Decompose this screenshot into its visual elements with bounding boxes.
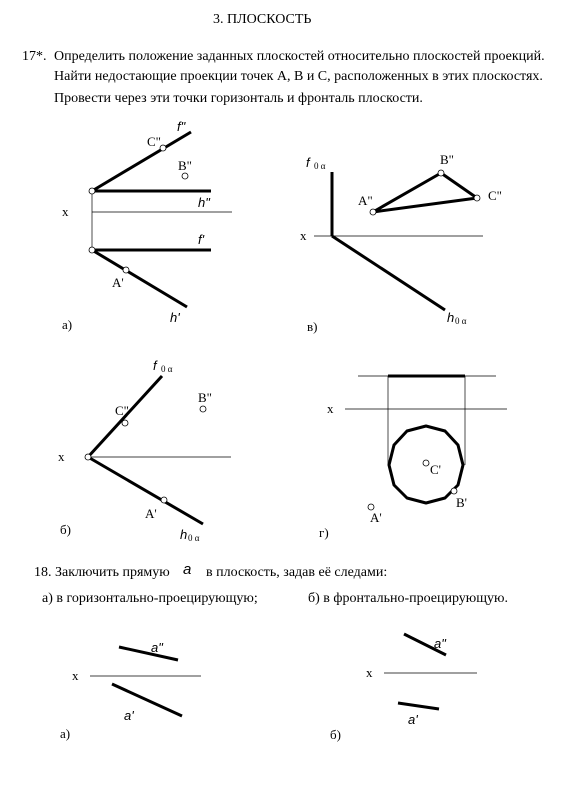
label-f1: f' (198, 232, 205, 247)
line-a2 (119, 647, 178, 660)
point-C1 (423, 460, 429, 466)
label-h0-sub: 0 α (188, 533, 200, 543)
label-h1: h' (170, 310, 180, 325)
label-h0-sub: 0 α (455, 316, 467, 326)
point-B2 (182, 173, 188, 179)
vertex-point (85, 454, 91, 460)
task17-line3: Провести через эти точки горизонталь и фронталь плоскости. (54, 91, 423, 106)
label-h2: h" (198, 195, 210, 210)
triangle-ABC (373, 173, 477, 212)
figure-17b (58, 358, 231, 543)
line-a1 (398, 703, 439, 709)
label-C2: C" (488, 188, 502, 203)
vertex-point (89, 247, 95, 253)
figure-17g (319, 376, 507, 540)
label-f2: f" (177, 119, 186, 134)
task18-text-before: 18. Заключить прямую (34, 565, 170, 580)
label-a1: a' (124, 708, 134, 723)
label-C2: C" (147, 134, 161, 149)
task17-number: 17*. (22, 49, 47, 64)
point-C2 (122, 420, 128, 426)
label-A1: A' (370, 510, 382, 525)
label-a1: a' (408, 712, 418, 727)
label-B1: B' (456, 495, 468, 510)
x-label: x (366, 665, 373, 680)
figure-label-a: а) (62, 317, 73, 332)
figure-label-b: б) (60, 522, 71, 537)
point-B2 (200, 406, 206, 412)
label-B2: B" (198, 390, 212, 405)
figure-label-b: б) (330, 727, 341, 742)
h0-trace (332, 236, 445, 310)
point-A1 (161, 497, 167, 503)
x-label: x (300, 228, 307, 243)
point-B1 (451, 488, 457, 494)
label-f0-sub: 0 α (314, 161, 326, 171)
label-C1: C' (430, 462, 442, 477)
task18-option-b: б) в фронтально-проецирующую. (308, 591, 508, 606)
figure-label-a: а) (60, 726, 71, 741)
figure-label-v: в) (307, 319, 318, 334)
h1-trace (92, 250, 187, 307)
x-label: x (58, 449, 65, 464)
label-A2: A" (358, 193, 373, 208)
x-label: x (62, 204, 69, 219)
label-A1: A' (112, 275, 124, 290)
figure-label-g: г) (319, 525, 329, 540)
point-C2 (474, 195, 480, 201)
task17-line1: Определить положение заданных плоскостей относительно плоскостей проекций. (54, 49, 545, 64)
section-title: 3. ПЛОСКОСТЬ (213, 12, 312, 27)
figure-17v (300, 152, 502, 334)
label-h0: h (180, 527, 188, 542)
task18-text-after: в плоскость, задав её следами: (206, 565, 388, 580)
figure-18a (60, 640, 201, 741)
label-C2: C" (115, 403, 129, 418)
x-label: x (327, 401, 334, 416)
x-label: x (72, 668, 79, 683)
task18-line-variable: a (183, 561, 192, 578)
label-f0: f (153, 358, 157, 373)
f2-trace (92, 132, 191, 191)
label-f0: f (306, 155, 310, 170)
vertex-point (89, 188, 95, 194)
label-B2: B" (440, 152, 454, 167)
point-A1 (123, 267, 129, 273)
label-h0: h (447, 310, 455, 325)
line-a1 (112, 684, 182, 716)
label-A1: A' (145, 506, 157, 521)
task18-option-a: а) в горизонтально-проецирующую; (42, 591, 258, 606)
label-B2: B" (178, 158, 192, 173)
label-f0-sub: 0 α (161, 364, 173, 374)
figure-18b (330, 634, 477, 742)
label-a2: a" (434, 636, 446, 651)
figure-17a (62, 119, 232, 332)
task17-line2: Найти недостающие проекции точек А, В и С, расположенных в этих плоскостях. (54, 69, 543, 84)
label-a2: a" (151, 640, 163, 655)
point-B2 (438, 170, 444, 176)
point-A2 (370, 209, 376, 215)
